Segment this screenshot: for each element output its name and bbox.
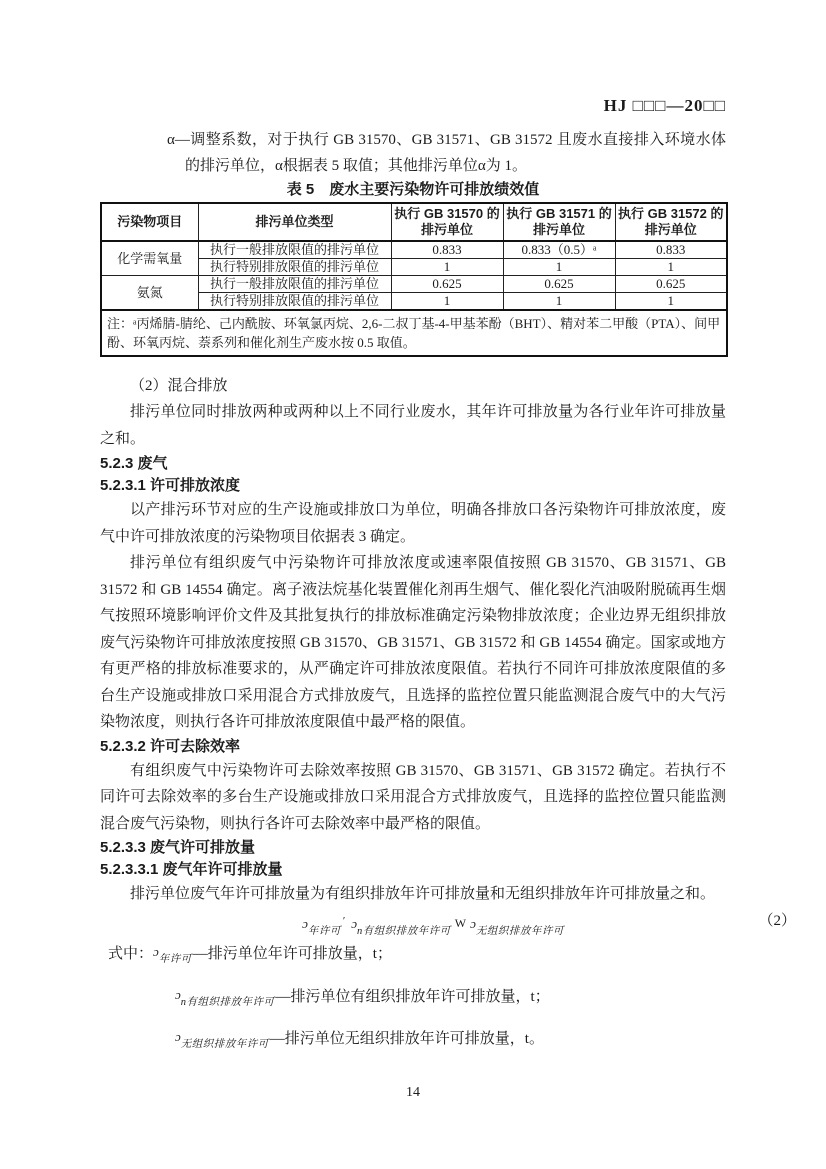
pollutant-cell: 氨氮 <box>101 276 198 311</box>
mixed-discharge-title: （2）混合排放 <box>130 378 228 394</box>
formula-subscript: 无组织排放年许可 <box>475 925 564 937</box>
formula-subscript: 年许可 <box>307 925 341 937</box>
section-5-2-3-3-1-paragraph: 排污单位废气年许可排放量为有组织排放年许可排放量和无组织排放年许可排放量之和。 <box>130 886 716 902</box>
section-5-2-3-heading: 5.2.3 废气 <box>100 455 168 472</box>
formula-operator: W <box>454 915 467 930</box>
formula-symbol: ɔ <box>470 915 476 931</box>
doc-number: HJ □□□—20□□ <box>603 96 726 115</box>
section-5-2-3-3-1-heading: 5.2.3.3.1 废气年许可排放量 <box>100 861 283 878</box>
formula-subscript: n有组织排放年许可 <box>357 925 451 937</box>
definition-text: —排污单位无组织排放年许可排放量，t。 <box>269 1030 544 1047</box>
value-cell: 1 <box>391 259 503 276</box>
value-cell: 0.833（0.5）ᵃ <box>503 241 615 259</box>
definition-text: —排污单位有组织排放年许可排放量，t； <box>275 988 550 1005</box>
section-5-2-3-1-heading: 5.2.3.1 许可排放浓度 <box>100 477 241 494</box>
header-gb31572: 执行 GB 31572 的排污单位 <box>615 203 727 241</box>
header-pollutant: 污染物项目 <box>101 203 198 241</box>
formula-symbol: ɔ <box>175 986 181 1002</box>
alpha-coefficient-definition: α—调整系数，对于执行 GB 31570、GB 31571、GB 31572 且废水直接排入环境水体的排污单位，α根据表 5 取值；其他排污单位α为 1。 <box>167 132 726 174</box>
table5-caption: 表 5 废水主要污染物许可排放绩效值 <box>286 181 540 198</box>
value-cell: 1 <box>391 293 503 311</box>
formula-symbol: ɔ <box>351 915 358 931</box>
value-cell: 0.625 <box>503 276 615 293</box>
table-row <box>101 276 727 293</box>
formula-subscript: 无组织排放年许可 <box>180 1038 269 1050</box>
formula-symbol: ɔ <box>302 915 308 931</box>
section-5-2-3-2-heading: 5.2.3.2 许可去除效率 <box>100 737 241 755</box>
value-cell: 1 <box>615 293 727 311</box>
value-cell: 1 <box>503 259 615 276</box>
definition-line <box>100 938 726 973</box>
section-5-2-3-1-paragraph-2: 排污单位有组织废气中污染物许可排放浓度或速率限值按照 GB 31570、GB 31571、GB 31572 和 GB 14554 确定。离子液法烷基化装置催化剂再生烟气、催化裂化汽油吸附脱硫再生烟气按照环境影响评价文件及其批复执行的排放标准确定污染物排放浓度；企业边界无组织排放废气污染物许可排放浓度按照 GB 31570、GB 31571、GB 31572 和 GB 14554 确定。国家或地方有更严格的排放标准要求的，从严确定许可排放浓度限值。若执行不同许可排放浓度限值的多台生产设施或排放口采用混合方式排放废气，且选择的监控位置只能监测混合废气中的大气污染物浓度，则执行各许可排放浓度限值中最严格的限值。 <box>100 555 726 730</box>
page-number: 14 <box>406 1085 420 1100</box>
formula-2 <box>100 908 796 937</box>
formula-symbol: ɔ <box>153 943 159 959</box>
formula-operator: ′ <box>342 914 346 927</box>
table5-performance-values <box>100 202 728 357</box>
mixed-discharge-paragraph: 排污单位同时排放两种或两种以上不同行业废水，其年许可排放量为各行业年许可排放量之和。 <box>100 404 726 447</box>
header-unit-type: 排污单位类型 <box>198 203 391 241</box>
section-5-2-3-1-paragraph-1: 以产排污环节对应的生产设施或排放口为单位，明确各排放口各污染物许可排放浓度，废气中许可排放浓度的污染物项目依据表 3 确定。 <box>100 502 726 545</box>
value-cell: 0.833 <box>391 241 503 259</box>
unit-type-cell: 执行一般排放限值的排污单位 <box>198 241 391 259</box>
formula-subscript: 年许可 <box>158 953 192 965</box>
definitions-prefix: 式中： <box>108 945 154 962</box>
value-cell: 0.625 <box>391 276 503 293</box>
definition-text: —排污单位年许可排放量，t； <box>192 945 392 962</box>
value-cell: 1 <box>615 259 727 276</box>
definition-line <box>100 1023 726 1058</box>
unit-type-cell: 执行一般排放限值的排污单位 <box>198 276 391 293</box>
pollutant-cell: 化学需氧量 <box>101 241 198 276</box>
header-gb31571: 执行 GB 31571 的排污单位 <box>503 203 615 241</box>
section-5-2-3-3-heading: 5.2.3.3 废气许可排放量 <box>100 839 256 856</box>
value-cell: 1 <box>503 293 615 311</box>
table-footnote: 注：ᵃ丙烯腈-腈纶、己内酰胺、环氧氯丙烷、2,6-二叔丁基-4-甲基苯酚（BHT）、精对苯二甲酸（PTA）、间甲酚、环氧丙烷、萘系列和催化剂生产废水按 0.5 取值。 <box>101 310 727 356</box>
formula-number: （2） <box>758 912 796 929</box>
table-header-row <box>101 203 727 241</box>
unit-type-cell: 执行特别排放限值的排污单位 <box>198 259 391 276</box>
value-cell: 0.833 <box>615 241 727 259</box>
formula-subscript: n有组织排放年许可 <box>180 996 275 1008</box>
header-gb31570: 执行 GB 31570 的排污单位 <box>391 203 503 241</box>
definition-line <box>100 981 726 1016</box>
table-note-row <box>101 310 727 356</box>
value-cell: 0.625 <box>615 276 727 293</box>
formula-symbol: ɔ <box>175 1028 181 1044</box>
unit-type-cell: 执行特别排放限值的排污单位 <box>198 293 391 311</box>
section-5-2-3-2-paragraph: 有组织废气中污染物许可去除效率按照 GB 31570、GB 31571、GB 31572 确定。若执行不同许可去除效率的多台生产设施或排放口采用混合方式排放废气，且选择的监控位置只能监测混合废气污染物，则执行各许可去除效率中最严格的限值。 <box>100 762 726 832</box>
table-row <box>101 241 727 259</box>
formula-definitions <box>100 938 726 1058</box>
